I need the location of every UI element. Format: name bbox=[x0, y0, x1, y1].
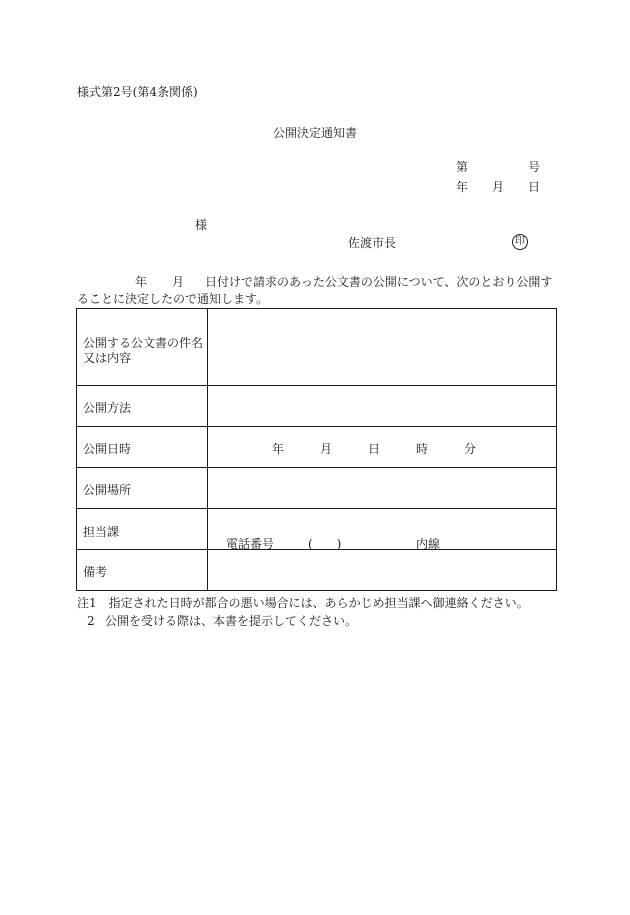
datetime-day: 日 bbox=[368, 442, 381, 456]
note-2-text: 公開を受ける際は、本書を提示してください。 bbox=[105, 614, 358, 628]
date-day-label: 日 bbox=[528, 180, 541, 194]
datetime-minute: 分 bbox=[464, 442, 477, 456]
label-remarks bbox=[77, 550, 208, 591]
phone-label: 電話番号 bbox=[226, 537, 275, 551]
label-document bbox=[77, 309, 208, 386]
datetime-hour: 時 bbox=[416, 442, 429, 456]
value-place[interactable] bbox=[208, 468, 557, 509]
label-place bbox=[77, 468, 208, 509]
value-method[interactable] bbox=[208, 386, 557, 427]
label-method bbox=[77, 386, 208, 427]
addressee-suffix: 様 bbox=[195, 218, 208, 232]
label-document-line2: 又は内容 bbox=[83, 351, 132, 365]
row-place bbox=[77, 468, 557, 509]
label-department bbox=[77, 509, 208, 550]
row-method bbox=[77, 386, 557, 427]
value-remarks[interactable] bbox=[208, 550, 557, 591]
note-1: 注1 指定された日時が都合の悪い場合には、あらかじめ担当課へ御連絡ください。 bbox=[77, 596, 529, 610]
row-datetime bbox=[77, 427, 557, 468]
label-place-text: 公開場所 bbox=[83, 483, 132, 497]
issuer-name: 佐渡市長 bbox=[348, 236, 397, 250]
extension-label: 内線 bbox=[416, 537, 441, 551]
phone-area-code: ( ) bbox=[308, 537, 342, 551]
body-month-label: 月 bbox=[172, 275, 185, 289]
row-document bbox=[77, 309, 557, 386]
note-2-number: 2 bbox=[87, 614, 95, 628]
value-department[interactable] bbox=[208, 509, 557, 550]
document-title: 公開決定通知書 bbox=[272, 126, 357, 140]
label-document-line1: 公開する公文書の件名 bbox=[83, 336, 204, 350]
label-department-text: 担当課 bbox=[83, 525, 120, 539]
datetime-year: 年 bbox=[272, 442, 285, 456]
body-line-2: ることに決定したので通知します。 bbox=[77, 292, 269, 306]
body-text-1: 日付けで請求のあった公文書の公開について、次のとおり公開す bbox=[205, 275, 553, 289]
number-prefix: 第 bbox=[456, 160, 469, 174]
label-datetime-text: 公開日時 bbox=[83, 442, 132, 456]
value-document[interactable] bbox=[208, 309, 557, 386]
date-month-label: 月 bbox=[492, 180, 505, 194]
row-department bbox=[77, 509, 557, 550]
date-year-label: 年 bbox=[456, 180, 469, 194]
label-method-text: 公開方法 bbox=[83, 401, 132, 415]
label-remarks-text: 備考 bbox=[83, 565, 108, 579]
body-year-label: 年 bbox=[135, 275, 148, 289]
datetime-month: 月 bbox=[320, 442, 333, 456]
disclosure-table bbox=[76, 308, 557, 591]
row-remarks bbox=[77, 550, 557, 591]
seal-mark: 印 bbox=[512, 234, 528, 250]
value-datetime[interactable] bbox=[208, 427, 557, 468]
number-suffix: 号 bbox=[528, 160, 541, 174]
form-number: 様式第2号(第4条関係) bbox=[77, 85, 198, 99]
label-datetime bbox=[77, 427, 208, 468]
